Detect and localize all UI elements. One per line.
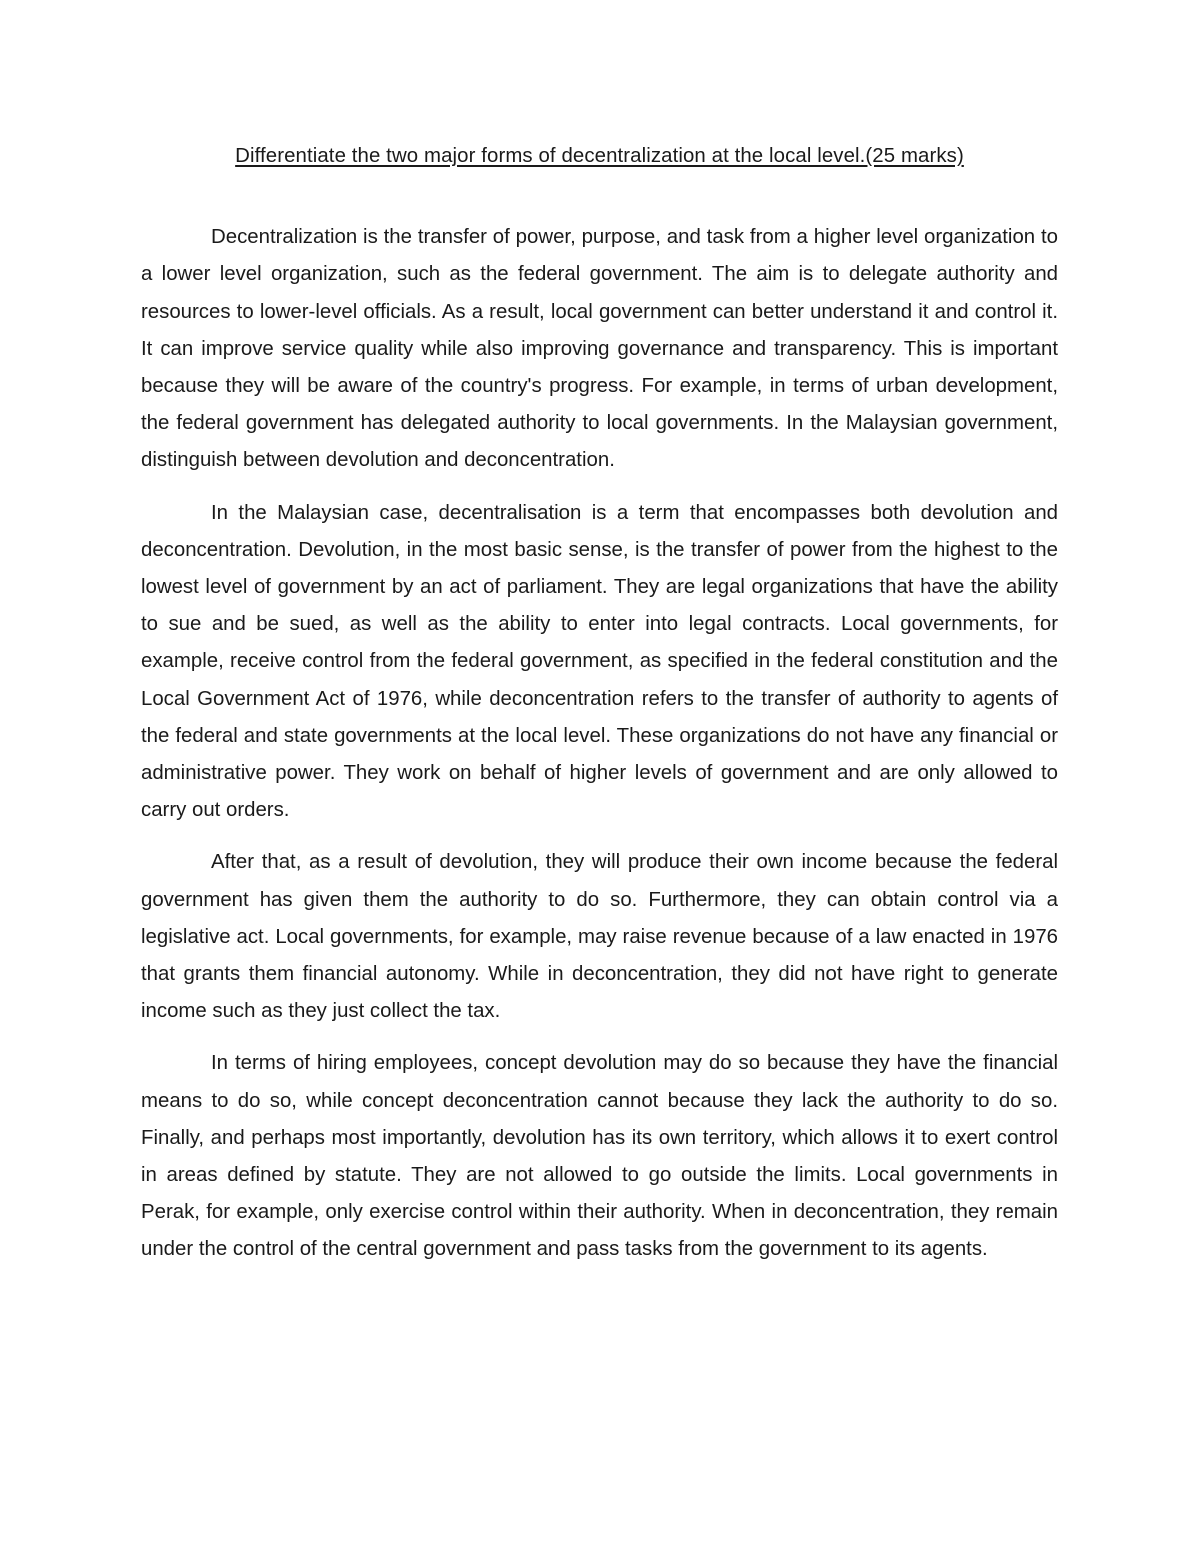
paragraph-4: In terms of hiring employees, concept devolution may do so because they have the financial means to do so, while concept deconcentration cannot because they lack the authority to do so. Finally, and perhaps most importantly, devolution has its own territory, which allows it to exert control in areas defined by statute. They are not allowed to go outside the limits. Local governments in Perak, for example, only exercise control within their authority. When in deconcentration, they remain under the control of the central government and pass tasks from the government to its agents. bbox=[141, 1052, 1058, 1261]
paragraph-3: After that, as a result of devolution, they will produce their own income because the federal government has given them the authority to do so. Furthermore, they can obtain control via a legislative act. Local governments, for example, may raise revenue because of a law enacted in 1976 that grants them financial autonomy. While in deconcentration, they did not have right to generate income such as they just collect the tax. bbox=[141, 851, 1058, 1023]
paragraph-1: Decentralization is the transfer of power, purpose, and task from a higher level organization to a lower level organization, such as the federal government. The aim is to delegate authority and resources to lower-level officials. As a result, local government can better understand it and control it. It can improve service quality while also improving governance and transparency. This is important because they will be aware of the country's progress. For example, in terms of urban development, the federal government has delegated authority to local governments. In the Malaysian government, distinguish between devolution and deconcentration. bbox=[141, 226, 1058, 472]
document-title: Differentiate the two major forms of decentralization at the local level.(25 marks) bbox=[235, 145, 964, 167]
document-body bbox=[141, 138, 1058, 1284]
paragraph-2: In the Malaysian case, decentralisation is a term that encompasses both devolution and deconcentration. Devolution, in the most basic sense, is the transfer of power from the highest to the lowest level of government by an act of parliament. They are legal organizations that have the ability to sue and be sued, as well as the ability to enter into legal contracts. Local governments, for example, receive control from the federal government, as specified in the federal constitution and the Local Government Act of 1976, while deconcentration refers to the transfer of authority to agents of the federal and state governments at the local level. These organizations do not have any financial or administrative power. They work on behalf of higher levels of government and are only allowed to carry out orders. bbox=[141, 501, 1058, 822]
